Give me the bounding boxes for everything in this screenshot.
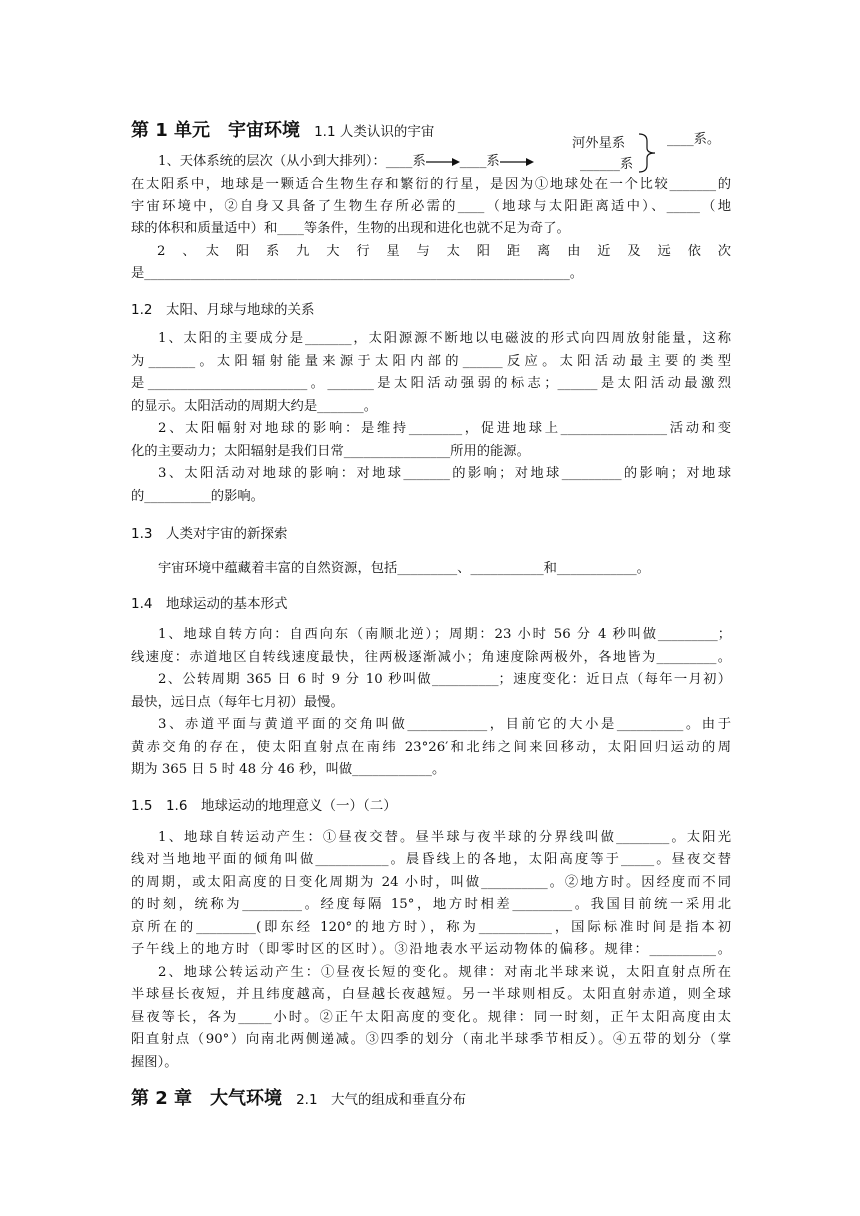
unit2-title: 第 2 章 大气环境 bbox=[131, 1088, 283, 1109]
p1-line1: 1、天体系统的层次（从小到大排列）：____系 ____系 bbox=[131, 151, 731, 173]
p2-line1: 2 、 太 阳 系 九 大 行 星 与 太 阳 距 离 由 近 及 远 依 次 bbox=[157, 244, 731, 259]
s12-line: 的显示。太阳活动的周期大约是_______。 bbox=[131, 399, 377, 414]
s14-line: 线速度：赤道地区自转线速度最快，往两极逐渐减小；角速度除两极外，各地皆为_________。 bbox=[131, 650, 731, 665]
s14-line: 期为 365 日 5 时 48 分 46 秒，叫做____________。 bbox=[131, 762, 446, 777]
arrow-right-icon bbox=[500, 157, 534, 167]
unit1-subtitle: 1.1 人类认识的宇宙 bbox=[314, 124, 435, 140]
s14-line: 1、地球自转方向：自西向东（南顺北逆）；周期：23 小时 56 分 4 秒叫做_________； bbox=[158, 627, 731, 642]
unit2-subtitle: 2.1 大气的组成和垂直分布 bbox=[296, 1092, 467, 1108]
s15-line: 半球昼长夜短，并且纬度越高，白昼越长夜越短。另一半球则相反。太阳直射赤道，则全球 bbox=[131, 987, 731, 1002]
s15-line: 2、地球公转运动产生：①昼夜长短的变化。规律：对南北半球来说，太阳直射点所在 bbox=[158, 965, 731, 980]
s12-line: 的__________的影响。 bbox=[131, 489, 264, 504]
s15-line: 京所在的_________(即东经 120°的地方时），称为___________，国际标准时间是指本初 bbox=[131, 920, 731, 935]
s12-line: 2、太阳幅射对地球的影响：是维持________，促进地球上________________活动和变 bbox=[158, 421, 731, 436]
s14-line: 最快，远日点（每年七月初）最慢。 bbox=[131, 695, 344, 710]
s15-line: 1、地球自转运动产生：①昼夜交替。昼半球与夜半球的分界线叫做________。太阳光 bbox=[158, 830, 731, 845]
brace-top-label: 河外星系 bbox=[572, 136, 626, 151]
s12-line: 为_______。太阳辐射能量来源于太阳内部的______反应。太阳活动最主要的类型 bbox=[131, 354, 731, 369]
s12-line: 3、太阳活动对地球的影响：对地球_______的影响；对地球_________的影响；对地球 bbox=[158, 466, 731, 481]
s15-line: 线对当地地平面的倾角叫做___________。晨昏线上的各地，太阳高度等于_____。昼夜交替 bbox=[131, 852, 731, 867]
s15-line: 的时刻，统称为_________。经度每隔 15°，地方时相差_________。我国目前统一采用北 bbox=[131, 897, 731, 912]
s15-line: 的周期，或太阳高度的日变化周期为 24 小时，叫做__________。②地方时。因经度而不同 bbox=[131, 875, 731, 890]
s15-line: 握图）。 bbox=[131, 1055, 178, 1070]
section-1-5-title: 1.5 1.6 地球运动的地理意义（一）（二） bbox=[131, 798, 397, 814]
s12-line: 是________________________。_______是太阳活动强弱的标志；______是太阳活动最激烈 bbox=[131, 376, 731, 391]
brace-bottom-label: ______系 bbox=[580, 157, 634, 172]
s15-line: 昼夜等长，各为_____小时。②正午太阳高度的变化。规律：同一时刻，正午太阳高度由太 bbox=[131, 1010, 731, 1025]
arrow-right-icon bbox=[426, 157, 460, 167]
p1-line2: 在太阳系中，地球是一颗适合生物生存和繁衍的行星，是因为①地球处在一个比较_______的 bbox=[131, 177, 731, 192]
s13-line: 宇宙环境中蕴藏着丰富的自然资源，包括_________、___________和____________。 bbox=[158, 561, 650, 576]
section-1-4-title: 1.4 地球运动的基本形式 bbox=[131, 596, 288, 612]
brace-result: ____系。 bbox=[667, 132, 721, 147]
s14-line: 2、公转周期 365 日 6 时 9 分 10 秒叫做__________；速度变化：近日点（每年一月初） bbox=[158, 672, 731, 687]
s12-line: 1、太阳的主要成分是_______，太阳源源不断地以电磁波的形式向四周放射能量，这称 bbox=[158, 331, 731, 346]
s15-line: 子午线上的地方时（即零时区的区时）。③沿地表水平运动物体的偏移。规律：__________。 bbox=[131, 942, 731, 957]
s12-line: 化的主要动力；太阳辐射是我们日常________________所用的能源。 bbox=[131, 444, 530, 459]
s15-line: 阳直射点（90°）向南北两侧递减。③四季的划分（南北半球季节相反）。④五带的划分（掌 bbox=[131, 1032, 731, 1047]
unit2-heading bbox=[131, 1084, 466, 1110]
p1-line4: 球的体积和质量适中）和____等条件，生物的出现和进化也就不足为奇了。 bbox=[131, 221, 570, 236]
unit1-heading bbox=[131, 116, 434, 142]
section-1-3-title: 1.3 人类对宇宙的新探索 bbox=[131, 526, 288, 542]
p2-line2: 是________________________________________________________________。 bbox=[131, 266, 584, 281]
unit1-title: 第 1 单元 宇宙环境 bbox=[131, 120, 301, 141]
p1-line3: 宇宙环境中，②自身又具备了生物生存所必需的____（地球与太阳距离适中）、_____（地 bbox=[131, 199, 731, 214]
section-1-2-title: 1.2 太阳、月球与地球的关系 bbox=[131, 302, 315, 318]
s14-line: 黄赤交角的存在，使太阳直射点在南纬 23°26′和北纬之间来回移动，太阳回归运动的周 bbox=[131, 740, 731, 755]
s14-line: 3、赤道平面与黄道平面的交角叫做____________，目前它的大小是__________。由于 bbox=[158, 717, 731, 732]
